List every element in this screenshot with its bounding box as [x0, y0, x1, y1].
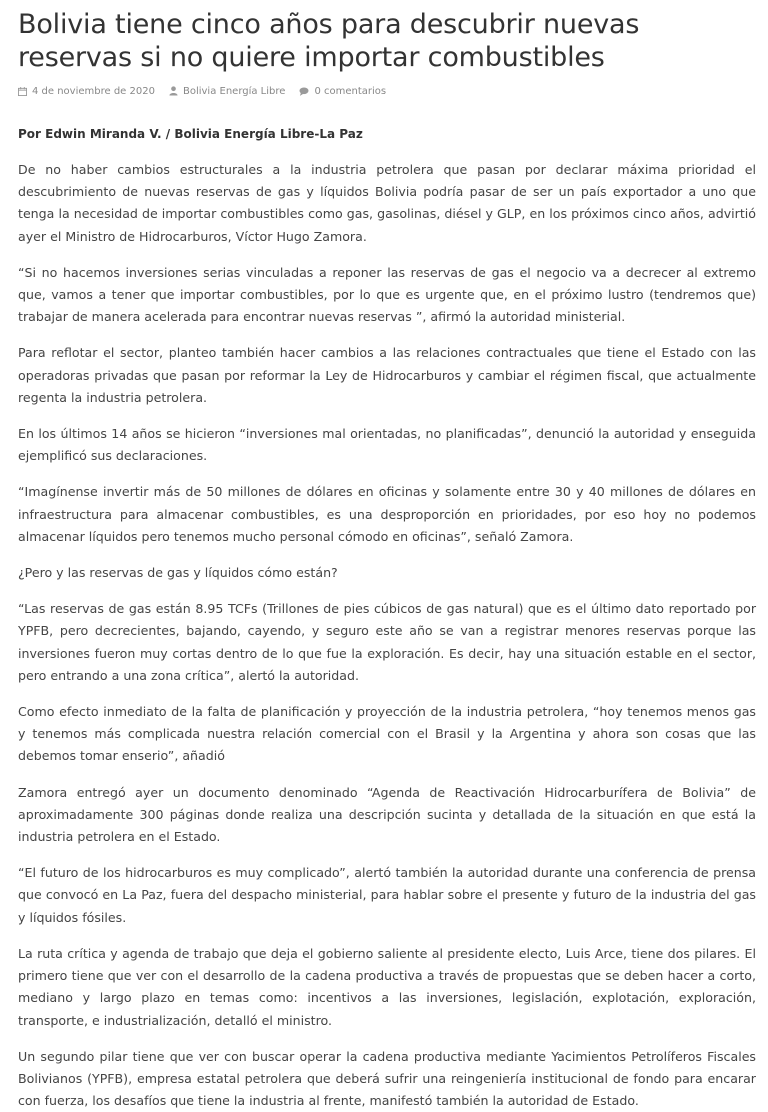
post-author[interactable] — [169, 86, 285, 97]
body-paragraph: “Las reservas de gas están 8.95 TCFs (Trillones de pies cúbicos de gas natural) que es el último dato reportado por YPFB, pero decrecientes, bajando, cayendo, y seguro este año se van a registrar menores reservas porque las inversiones fueron muy cortas dentro de lo que fue la exploración. Es decir, hay una situación estable en el sector, pero entrando a una zona crítica”, alertó la autoridad. — [18, 601, 756, 683]
post-byline: Por Edwin Miranda V. / Bolivia Energía Libre-La Paz — [18, 127, 363, 141]
body-paragraph: Zamora entregó ayer un documento denominado “Agenda de Reactivación Hidrocarburífera de Bolivia” de aproximadamente 300 páginas donde realiza una descripción sucinta y detallada de la situación en que está la industria petrolera en el Estado. — [18, 784, 756, 845]
post-date[interactable] — [18, 86, 155, 97]
body-paragraph: ¿Pero y las reservas de gas y líquidos cómo están? — [18, 565, 338, 581]
body-paragraph: La ruta crítica y agenda de trabajo que deja el gobierno saliente al presidente electo, Luis Arce, tiene dos pilares. El primero tiene que ver con el desarrollo de la cadena productiva a través de propuestas que se deben hacer a corto, mediano y largo plazo en temas como: incentivos a las inversiones, legislación, explotación, exploración, transporte, e industrialización, detalló el ministro. — [18, 945, 756, 1028]
body-paragraph: “Si no hacemos inversiones serias vinculadas a reponer las reservas de gas el negocio va a decrecer al extremo que, vamos a tener que importar combustibles, por lo que es urgente que, en el próximo lustro (tendremos que) trabajar de manera acelerada para encontrar nuevas reservas ”, afirmó la autoridad ministerial. — [18, 264, 756, 325]
body-paragraph: De no haber cambios estructurales a la industria petrolera que pasan por declarar máxima prioridad el descubrimiento de nuevas reservas de gas y líquidos Bolivia podría pasar de ser un país exportador a uno que tenga la necesidad de importar combustibles como gas, gasolinas, diésel y GLP, en los próximos cinco años, advirtió ayer el Ministro de Hidrocarburos, Víctor Hugo Zamora. — [18, 162, 756, 244]
body-paragraph: Como efecto inmediato de la falta de planificación y proyección de la industria petrolera, “hoy tenemos menos gas y tenemos más complicada nuestra relación comercial con el Brasil y la Argentina y ahora son cosas que las debemos tomar enserio”, añadió — [18, 704, 756, 764]
body-paragraph: Un segundo pilar tiene que ver con buscar operar la cadena productiva mediante Yacimientos Petrolíferos Fiscales Bolivianos (YPFB), empresa estatal petrolera que deberá sufrir una reingeniería institucional de fondo para encarar con fuerza, los desafíos que tiene la industria al frente, manifestó también la autoridad de Estado. — [18, 1048, 756, 1109]
user-icon — [169, 86, 178, 96]
post-meta — [18, 83, 756, 99]
post-body — [18, 159, 756, 1112]
post-comments[interactable] — [299, 86, 386, 97]
calendar-icon — [18, 87, 27, 96]
body-paragraph: “El futuro de los hidrocarburos es muy complicado”, alertó también la autoridad durante una conferencia de prensa que convocó en La Paz, fuera del despacho ministerial, para hablar sobre el presente y futuro de la industria del gas y líquidos fósiles. — [18, 865, 756, 925]
body-paragraph: “Imagínense invertir más de 50 millones de dólares en oficinas y solamente entre 30 y 40 millones de dólares en infraestructura para almacenar combustibles, es una desproporción en prioridades, por eso hoy no podemos almacenar líquidos pero tenemos mucho personal cómodo en oficinas”, señaló Zamora. — [18, 484, 756, 544]
post-author-label[interactable]: Bolivia Energía Libre — [182, 85, 286, 97]
post-comments-label[interactable]: 0 comentarios — [314, 85, 387, 97]
body-paragraph: En los últimos 14 años se hicieron “inversiones mal orientadas, no planificadas”, denunció la autoridad y enseguida ejemplificó sus declaraciones. — [18, 426, 756, 464]
comment-icon — [299, 87, 309, 96]
post-title: Bolivia tiene cinco años para descubrir nuevas reservas si no quiere importar combustibles — [18, 9, 640, 73]
post-date-label[interactable]: 4 de noviembre de 2020 — [32, 85, 155, 97]
body-paragraph: Para reflotar el sector, planteo también hacer cambios a las relaciones contractuales que tiene el Estado con las operadoras privadas que pasan por reformar la Ley de Hidrocarburos y cambiar el régimen fiscal, que actualmente regenta la industria petrolera. — [18, 345, 756, 405]
